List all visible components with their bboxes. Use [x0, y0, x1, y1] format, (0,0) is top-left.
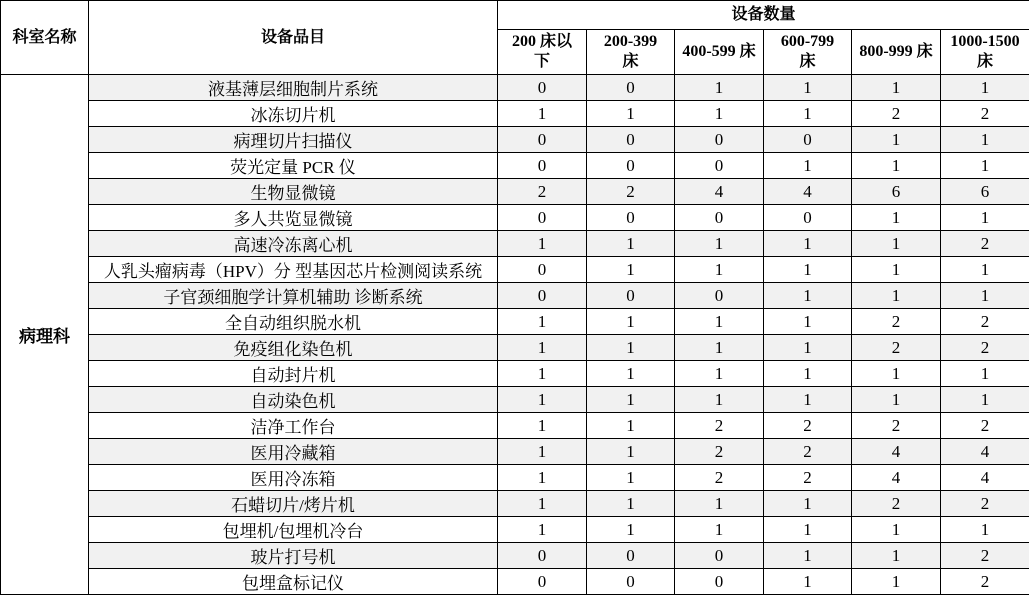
- table-row: [1, 361, 1029, 387]
- value-cell: 1: [498, 387, 587, 413]
- item-cell: 全自动组织脱水机: [89, 309, 498, 335]
- value-cell: 1: [852, 387, 941, 413]
- value-cell: 0: [764, 205, 852, 231]
- value-cell: 0: [675, 569, 764, 595]
- table-row: [1, 465, 1029, 491]
- value-cell: 2: [764, 465, 852, 491]
- item-cell: 液基薄层细胞制片系统: [89, 75, 498, 101]
- value-cell: 1: [764, 491, 852, 517]
- value-cell: 1: [852, 283, 941, 309]
- value-cell: 1: [852, 127, 941, 153]
- table-body: [1, 75, 1029, 595]
- item-cell: 包埋盒标记仪: [89, 569, 498, 595]
- header-bed-tier-1: 200-399 床: [587, 30, 675, 75]
- value-cell: 1: [941, 153, 1029, 179]
- value-cell: 1: [587, 439, 675, 465]
- value-cell: 0: [498, 205, 587, 231]
- value-cell: 1: [498, 335, 587, 361]
- value-cell: 2: [941, 491, 1029, 517]
- value-cell: 2: [941, 569, 1029, 595]
- value-cell: 2: [941, 309, 1029, 335]
- value-cell: 6: [941, 179, 1029, 205]
- value-cell: 0: [675, 153, 764, 179]
- value-cell: 1: [587, 413, 675, 439]
- value-cell: 2: [764, 413, 852, 439]
- value-cell: 1: [587, 387, 675, 413]
- value-cell: 2: [852, 335, 941, 361]
- value-cell: 1: [587, 101, 675, 127]
- table-row: [1, 517, 1029, 543]
- item-cell: 荧光定量 PCR 仪: [89, 153, 498, 179]
- value-cell: 1: [587, 517, 675, 543]
- value-cell: 1: [764, 543, 852, 569]
- value-cell: 1: [852, 257, 941, 283]
- value-cell: 2: [941, 231, 1029, 257]
- value-cell: 4: [852, 439, 941, 465]
- value-cell: 0: [498, 257, 587, 283]
- value-cell: 4: [675, 179, 764, 205]
- value-cell: 1: [675, 335, 764, 361]
- value-cell: 1: [675, 387, 764, 413]
- value-cell: 1: [498, 413, 587, 439]
- value-cell: 2: [587, 179, 675, 205]
- value-cell: 2: [675, 465, 764, 491]
- header-row-top: [1, 1, 1029, 30]
- value-cell: 1: [764, 231, 852, 257]
- item-cell: 医用冷藏箱: [89, 439, 498, 465]
- table-row: [1, 335, 1029, 361]
- table-row: [1, 439, 1029, 465]
- value-cell: 1: [764, 283, 852, 309]
- table-row: [1, 283, 1029, 309]
- table-row: [1, 491, 1029, 517]
- value-cell: 1: [675, 75, 764, 101]
- value-cell: 2: [852, 101, 941, 127]
- value-cell: 0: [498, 283, 587, 309]
- value-cell: 0: [675, 127, 764, 153]
- value-cell: 1: [941, 127, 1029, 153]
- table-row: [1, 127, 1029, 153]
- value-cell: 1: [498, 491, 587, 517]
- value-cell: 1: [675, 309, 764, 335]
- item-cell: 病理切片扫描仪: [89, 127, 498, 153]
- value-cell: 1: [852, 361, 941, 387]
- value-cell: 0: [498, 153, 587, 179]
- value-cell: 1: [941, 387, 1029, 413]
- item-cell: 洁净工作台: [89, 413, 498, 439]
- item-cell: 自动染色机: [89, 387, 498, 413]
- value-cell: 0: [675, 543, 764, 569]
- value-cell: 2: [941, 101, 1029, 127]
- table-row: [1, 153, 1029, 179]
- value-cell: 1: [498, 231, 587, 257]
- item-cell: 生物显微镜: [89, 179, 498, 205]
- value-cell: 4: [941, 439, 1029, 465]
- value-cell: 1: [675, 101, 764, 127]
- value-cell: 2: [675, 413, 764, 439]
- value-cell: 1: [764, 335, 852, 361]
- value-cell: 1: [587, 231, 675, 257]
- value-cell: 0: [675, 205, 764, 231]
- value-cell: 0: [587, 569, 675, 595]
- value-cell: 0: [587, 75, 675, 101]
- value-cell: 1: [764, 101, 852, 127]
- value-cell: 0: [587, 543, 675, 569]
- value-cell: 4: [941, 465, 1029, 491]
- value-cell: 1: [764, 309, 852, 335]
- item-cell: 人乳头瘤病毒（HPV）分 型基因芯片检测阅读系统: [89, 257, 498, 283]
- department-cell: 病理科: [1, 75, 89, 595]
- value-cell: 1: [941, 257, 1029, 283]
- value-cell: 1: [941, 517, 1029, 543]
- value-cell: 1: [675, 257, 764, 283]
- value-cell: 1: [941, 205, 1029, 231]
- item-cell: 包埋机/包埋机冷台: [89, 517, 498, 543]
- value-cell: 1: [498, 439, 587, 465]
- header-equipment-item: 设备品目: [89, 1, 498, 75]
- value-cell: 1: [498, 517, 587, 543]
- value-cell: 1: [587, 335, 675, 361]
- value-cell: 0: [498, 127, 587, 153]
- value-cell: 2: [764, 439, 852, 465]
- value-cell: 2: [852, 309, 941, 335]
- value-cell: 1: [852, 153, 941, 179]
- value-cell: 1: [675, 361, 764, 387]
- value-cell: 1: [675, 517, 764, 543]
- item-cell: 医用冷冻箱: [89, 465, 498, 491]
- value-cell: 1: [675, 231, 764, 257]
- value-cell: 1: [764, 387, 852, 413]
- table-row: [1, 101, 1029, 127]
- value-cell: 2: [941, 413, 1029, 439]
- value-cell: 1: [764, 361, 852, 387]
- header-bed-tier-5: 1000-1500 床: [941, 30, 1029, 75]
- value-cell: 1: [852, 205, 941, 231]
- value-cell: 0: [587, 153, 675, 179]
- item-cell: 多人共览显微镜: [89, 205, 498, 231]
- table-row: [1, 569, 1029, 595]
- value-cell: 1: [764, 257, 852, 283]
- table-row: [1, 75, 1029, 101]
- header-bed-tier-3: 600-799 床: [764, 30, 852, 75]
- value-cell: 1: [587, 309, 675, 335]
- value-cell: 6: [852, 179, 941, 205]
- value-cell: 1: [498, 465, 587, 491]
- value-cell: 1: [587, 361, 675, 387]
- value-cell: 1: [587, 491, 675, 517]
- value-cell: 2: [498, 179, 587, 205]
- value-cell: 1: [852, 543, 941, 569]
- value-cell: 0: [587, 127, 675, 153]
- value-cell: 1: [498, 361, 587, 387]
- value-cell: 1: [852, 517, 941, 543]
- value-cell: 2: [675, 439, 764, 465]
- value-cell: 1: [941, 75, 1029, 101]
- value-cell: 1: [498, 309, 587, 335]
- value-cell: 1: [941, 283, 1029, 309]
- header-bed-tier-4: 800-999 床: [852, 30, 941, 75]
- value-cell: 4: [764, 179, 852, 205]
- table-row: [1, 543, 1029, 569]
- value-cell: 0: [498, 75, 587, 101]
- value-cell: 1: [498, 101, 587, 127]
- table-row: [1, 387, 1029, 413]
- table-row: [1, 309, 1029, 335]
- header-bed-tier-0: 200 床以下: [498, 30, 587, 75]
- table-row: [1, 257, 1029, 283]
- value-cell: 2: [852, 491, 941, 517]
- header-dept-name: 科室名称: [1, 1, 89, 75]
- table-row: [1, 205, 1029, 231]
- value-cell: 1: [852, 75, 941, 101]
- header-bed-tier-2: 400-599 床: [675, 30, 764, 75]
- item-cell: 免疫组化染色机: [89, 335, 498, 361]
- value-cell: 1: [587, 465, 675, 491]
- table-row: [1, 179, 1029, 205]
- value-cell: 0: [498, 543, 587, 569]
- item-cell: 子官颈细胞学计算机辅助 诊断系统: [89, 283, 498, 309]
- value-cell: 0: [587, 205, 675, 231]
- value-cell: 1: [764, 569, 852, 595]
- item-cell: 自动封片机: [89, 361, 498, 387]
- value-cell: 1: [852, 231, 941, 257]
- header-equipment-quantity-group: 设备数量: [498, 1, 1029, 30]
- value-cell: 0: [587, 283, 675, 309]
- value-cell: 1: [764, 153, 852, 179]
- value-cell: 1: [852, 569, 941, 595]
- table-row: [1, 231, 1029, 257]
- item-cell: 玻片打号机: [89, 543, 498, 569]
- value-cell: 0: [764, 127, 852, 153]
- item-cell: 冰冻切片机: [89, 101, 498, 127]
- value-cell: 1: [941, 361, 1029, 387]
- value-cell: 1: [587, 257, 675, 283]
- value-cell: 1: [764, 75, 852, 101]
- value-cell: 1: [675, 491, 764, 517]
- table-row: [1, 413, 1029, 439]
- value-cell: 2: [941, 543, 1029, 569]
- value-cell: 2: [852, 413, 941, 439]
- value-cell: 0: [498, 569, 587, 595]
- value-cell: 0: [675, 283, 764, 309]
- item-cell: 石蜡切片/烤片机: [89, 491, 498, 517]
- value-cell: 4: [852, 465, 941, 491]
- item-cell: 高速冷冻离心机: [89, 231, 498, 257]
- value-cell: 1: [764, 517, 852, 543]
- value-cell: 2: [941, 335, 1029, 361]
